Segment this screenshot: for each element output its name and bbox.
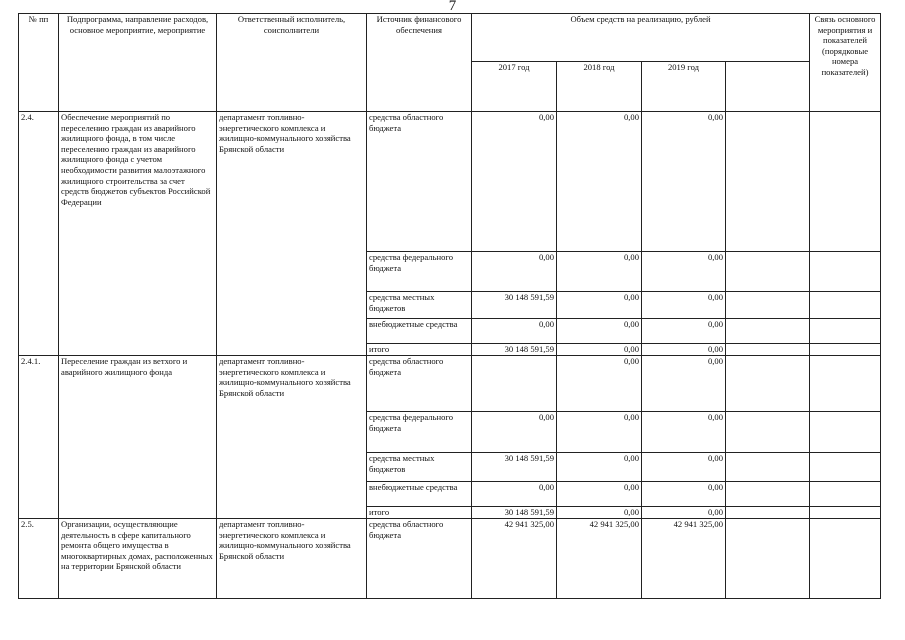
budget-table xyxy=(18,13,881,599)
header-executor: Ответственный исполнитель, соисполнители xyxy=(217,14,367,112)
amount-blank-cell xyxy=(726,356,810,412)
amount-2019-cell: 42 941 325,00 xyxy=(642,519,726,599)
amount-2017-cell: 0,00 xyxy=(472,252,557,292)
amount-blank-cell xyxy=(726,252,810,292)
source-cell: средства местных бюджетов xyxy=(367,292,472,319)
table-row xyxy=(19,519,881,599)
amount-blank-cell xyxy=(726,112,810,252)
amount-blank-cell xyxy=(726,412,810,453)
amount-2017-cell: 30 148 591,59 xyxy=(472,507,557,519)
amount-2019-cell: 0,00 xyxy=(642,344,726,356)
program-cell: Переселение граждан из ветхого и аварийного жилищного фонда xyxy=(59,356,217,519)
amount-2018-cell: 0,00 xyxy=(557,412,642,453)
amount-2018-cell: 0,00 xyxy=(557,344,642,356)
amount-blank-cell xyxy=(726,344,810,356)
source-cell: средства федерального бюджета xyxy=(367,412,472,453)
amount-2019-cell: 0,00 xyxy=(642,319,726,344)
source-cell: внебюджетные средства xyxy=(367,319,472,344)
amount-2017-cell: 30 148 591,59 xyxy=(472,344,557,356)
link-cell xyxy=(810,482,881,507)
source-cell: средства областного бюджета xyxy=(367,112,472,252)
link-cell xyxy=(810,112,881,252)
link-cell xyxy=(810,252,881,292)
amount-2018-cell: 42 941 325,00 xyxy=(557,519,642,599)
header-volume: Объем средств на реализацию, рублей xyxy=(472,14,810,62)
link-cell xyxy=(810,344,881,356)
amount-blank-cell xyxy=(726,482,810,507)
header-year-2019: 2019 год xyxy=(642,62,726,112)
link-cell xyxy=(810,507,881,519)
amount-2018-cell: 0,00 xyxy=(557,252,642,292)
link-cell xyxy=(810,356,881,412)
source-cell: средства областного бюджета xyxy=(367,519,472,599)
amount-2018-cell: 0,00 xyxy=(557,112,642,252)
amount-2017-cell: 0,00 xyxy=(472,319,557,344)
program-cell: Обеспечение мероприятий по переселению граждан из аварийного жилищного фонда, в том числе переселению граждан из аварийного жилищного фонда с учетом необходимости развития малоэтажного жилищного строительства за счет средств бюджетов субъектов Российской Федерации xyxy=(59,112,217,356)
amount-2018-cell: 0,00 xyxy=(557,356,642,412)
amount-2018-cell: 0,00 xyxy=(557,292,642,319)
header-year-2017: 2017 год xyxy=(472,62,557,112)
amount-blank-cell xyxy=(726,519,810,599)
source-cell: итого xyxy=(367,344,472,356)
amount-2017-cell: 0,00 xyxy=(472,112,557,252)
amount-2019-cell: 0,00 xyxy=(642,453,726,482)
link-cell xyxy=(810,319,881,344)
link-cell xyxy=(810,453,881,482)
amount-2018-cell: 0,00 xyxy=(557,319,642,344)
amount-2017-cell: 0,00 xyxy=(472,482,557,507)
header-year-2018: 2018 год xyxy=(557,62,642,112)
amount-2019-cell: 0,00 xyxy=(642,356,726,412)
amount-2019-cell: 0,00 xyxy=(642,507,726,519)
amount-blank-cell xyxy=(726,319,810,344)
source-cell: средства местных бюджетов xyxy=(367,453,472,482)
link-cell xyxy=(810,292,881,319)
link-cell xyxy=(810,412,881,453)
row-number: 2.5. xyxy=(19,519,59,599)
amount-2019-cell: 0,00 xyxy=(642,482,726,507)
header-program: Подпрограмма, направление расходов, основное мероприятие, мероприятие xyxy=(59,14,217,112)
amount-2017-cell: 0,00 xyxy=(472,412,557,453)
table-row xyxy=(19,356,881,412)
link-cell xyxy=(810,519,881,599)
executor-cell: департамент топливно-энергетического комплекса и жилищно-коммунального хозяйства Брянской области xyxy=(217,356,367,519)
program-cell: Организации, осуществляющие деятельность в сфере капитального ремонта общего имущества в многоквартирных домах, расположенных на территории Брянской области xyxy=(59,519,217,599)
amount-blank-cell xyxy=(726,292,810,319)
source-cell: внебюджетные средства xyxy=(367,482,472,507)
amount-2018-cell: 0,00 xyxy=(557,507,642,519)
table-row xyxy=(19,112,881,252)
amount-2018-cell: 0,00 xyxy=(557,482,642,507)
header-year-blank xyxy=(726,62,810,112)
header-link: Связь основного мероприятия и показателей (порядковые номера показателей) xyxy=(810,14,881,112)
amount-2019-cell: 0,00 xyxy=(642,252,726,292)
amount-2019-cell: 0,00 xyxy=(642,112,726,252)
amount-2017-cell xyxy=(472,356,557,412)
header-source: Источник финансового обеспечения xyxy=(367,14,472,112)
amount-2017-cell: 42 941 325,00 xyxy=(472,519,557,599)
row-number: 2.4.1. xyxy=(19,356,59,519)
source-cell: средства федерального бюджета xyxy=(367,252,472,292)
amount-2019-cell: 0,00 xyxy=(642,412,726,453)
header-num: № пп xyxy=(19,14,59,112)
executor-cell: департамент топливно-энергетического комплекса и жилищно-коммунального хозяйства Брянской области xyxy=(217,112,367,356)
amount-2017-cell: 30 148 591,59 xyxy=(472,292,557,319)
amount-2017-cell: 30 148 591,59 xyxy=(472,453,557,482)
amount-2018-cell: 0,00 xyxy=(557,453,642,482)
amount-2019-cell: 0,00 xyxy=(642,292,726,319)
row-number: 2.4. xyxy=(19,112,59,356)
source-cell: итого xyxy=(367,507,472,519)
amount-blank-cell xyxy=(726,453,810,482)
amount-blank-cell xyxy=(726,507,810,519)
executor-cell: департамент топливно-энергетического комплекса и жилищно-коммунального хозяйства Брянской области xyxy=(217,519,367,599)
page-number: 7 xyxy=(448,0,457,14)
source-cell: средства областного бюджета xyxy=(367,356,472,412)
